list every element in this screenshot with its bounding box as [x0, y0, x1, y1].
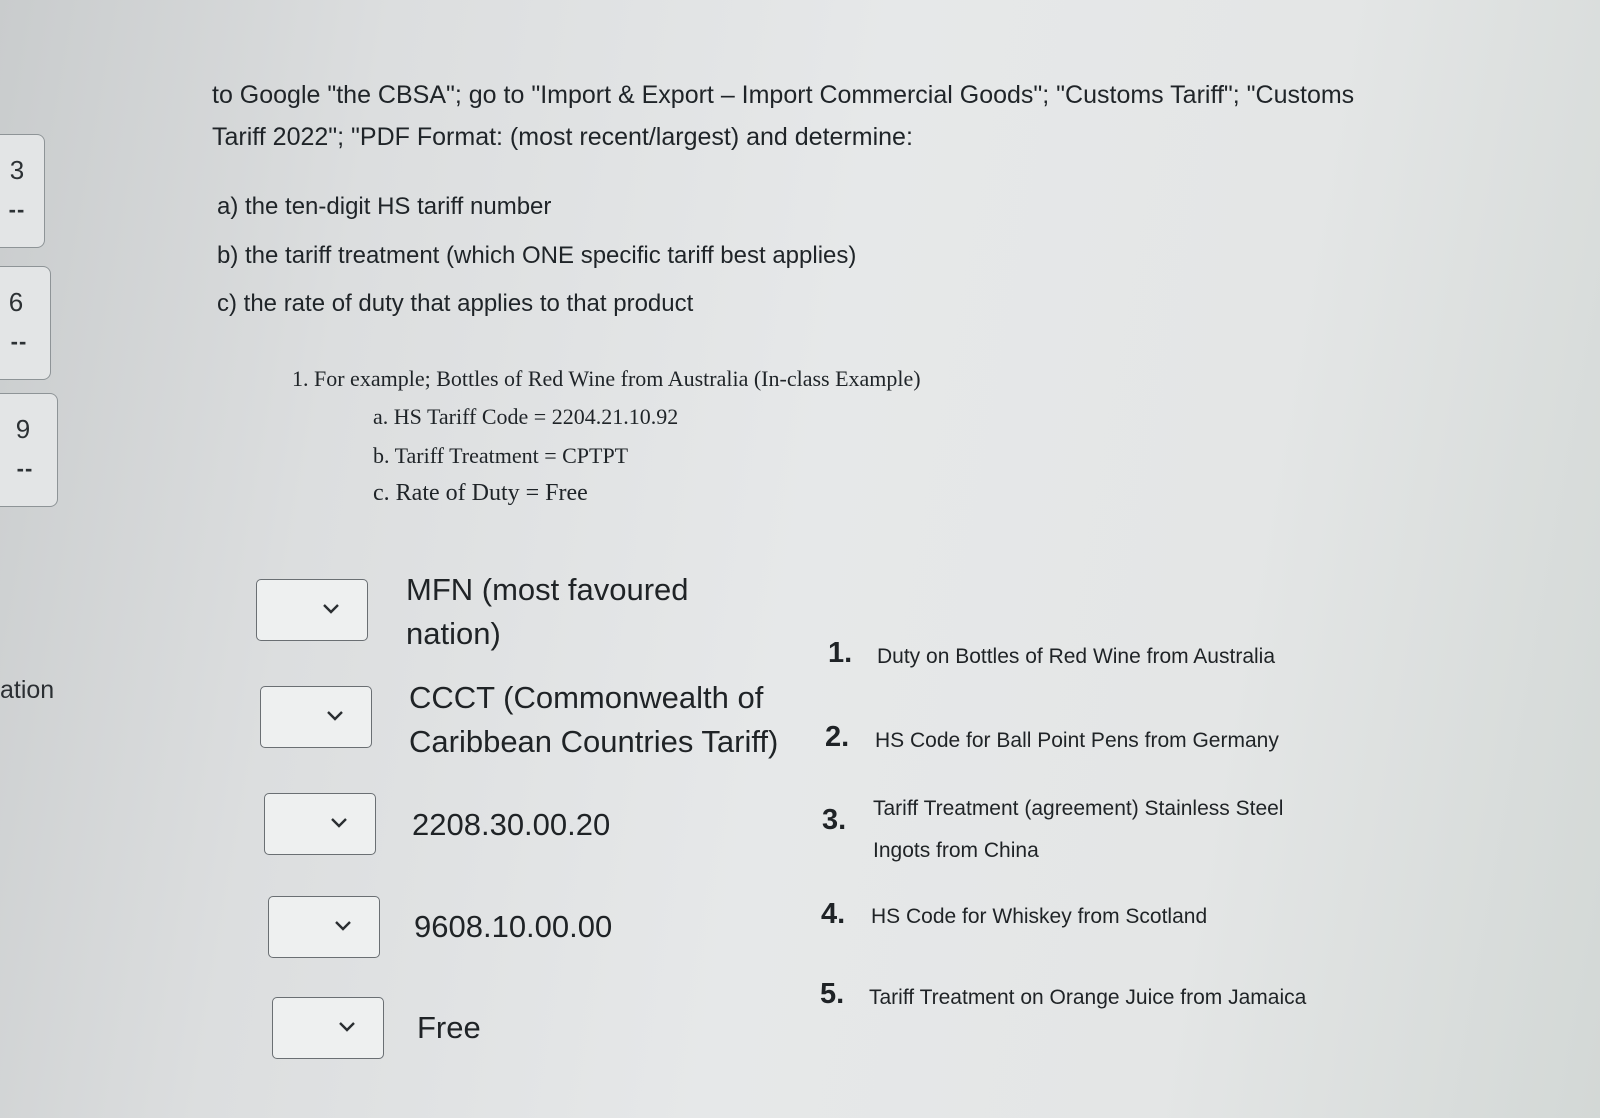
example-item — [373, 404, 678, 430]
answer-option-1 — [406, 568, 689, 656]
answer-option-5: Free — [417, 1010, 481, 1045]
answer-option-line: MFN (most favoured — [406, 572, 689, 607]
match-prompt: Duty on Bottles of Red Wine from Australia — [877, 645, 1276, 668]
example-heading-text: For example; Bottles of Red Wine from Australia (In-class Example) — [314, 366, 921, 391]
question-nav-6[interactable] — [0, 266, 51, 380]
example-item-text: Tariff Treatment = CPTPT — [394, 443, 629, 468]
criterion-c: c) the rate of duty that applies to that product — [217, 290, 694, 317]
match-number: 1. — [828, 637, 853, 669]
example-item — [373, 443, 628, 469]
chevron-down-icon — [321, 598, 341, 620]
answer-select-4[interactable] — [268, 896, 380, 958]
question-status: -- — [8, 197, 26, 222]
match-prompt: Tariff Treatment (agreement) Stainless Steel — [873, 797, 1284, 820]
side-nav-label: ation — [0, 676, 55, 704]
chevron-down-icon — [329, 812, 349, 834]
answer-select-3[interactable] — [264, 793, 376, 855]
match-number: 5. — [820, 978, 845, 1010]
example-item-marker: a. — [373, 404, 389, 429]
match-number: 4. — [821, 898, 846, 930]
example-item-marker: c. — [373, 480, 390, 506]
chevron-down-icon — [333, 915, 353, 937]
instructions — [212, 74, 1412, 158]
question-number: 3 — [9, 155, 25, 185]
answer-option-line: CCCT (Commonwealth of — [409, 680, 764, 715]
match-prompt: HS Code for Whiskey from Scotland — [871, 905, 1208, 928]
example-heading-number: 1. — [292, 366, 309, 391]
answer-select-1[interactable] — [256, 579, 368, 641]
question-number: 6 — [8, 287, 24, 317]
answer-option-4: 9608.10.00.00 — [414, 909, 613, 944]
instructions-line-2: Tariff 2022"; "PDF Format: (most recent/largest) and determine: — [212, 123, 913, 151]
example-item-text: Rate of Duty = Free — [395, 480, 588, 506]
match-prompt: Tariff Treatment on Orange Juice from Jamaica — [869, 986, 1307, 1009]
example-item — [373, 480, 588, 507]
example-item-text: HS Tariff Code = 2204.21.10.92 — [393, 404, 679, 429]
answer-option-line: nation) — [406, 616, 501, 651]
match-prompt-continued: Ingots from China — [873, 839, 1039, 862]
question-nav-9[interactable] — [0, 393, 58, 507]
instructions-line-1: to Google "the CBSA"; go to "Import & Export – Import Commercial Goods"; "Customs Tariff"; "Customs — [212, 81, 1355, 109]
example-heading — [292, 366, 921, 392]
chevron-down-icon — [325, 705, 345, 727]
criterion-b: b) the tariff treatment (which ONE specific tariff best applies) — [217, 242, 857, 269]
answer-option-line: Caribbean Countries Tariff) — [409, 724, 779, 759]
chevron-down-icon — [337, 1016, 357, 1038]
question-status: -- — [10, 329, 28, 354]
question-number: 9 — [15, 414, 31, 444]
question-status: -- — [16, 456, 34, 481]
example-item-marker: b. — [373, 443, 390, 468]
answer-option-3: 2208.30.00.20 — [412, 807, 611, 842]
criterion-a: a) the ten-digit HS tariff number — [217, 193, 552, 220]
answer-select-5[interactable] — [272, 997, 384, 1059]
answer-select-2[interactable] — [260, 686, 372, 748]
question-nav-3[interactable] — [0, 134, 45, 248]
answer-option-2 — [409, 676, 778, 764]
match-prompt: HS Code for Ball Point Pens from Germany — [875, 729, 1279, 752]
match-number: 3. — [822, 804, 847, 836]
match-number: 2. — [825, 721, 850, 753]
